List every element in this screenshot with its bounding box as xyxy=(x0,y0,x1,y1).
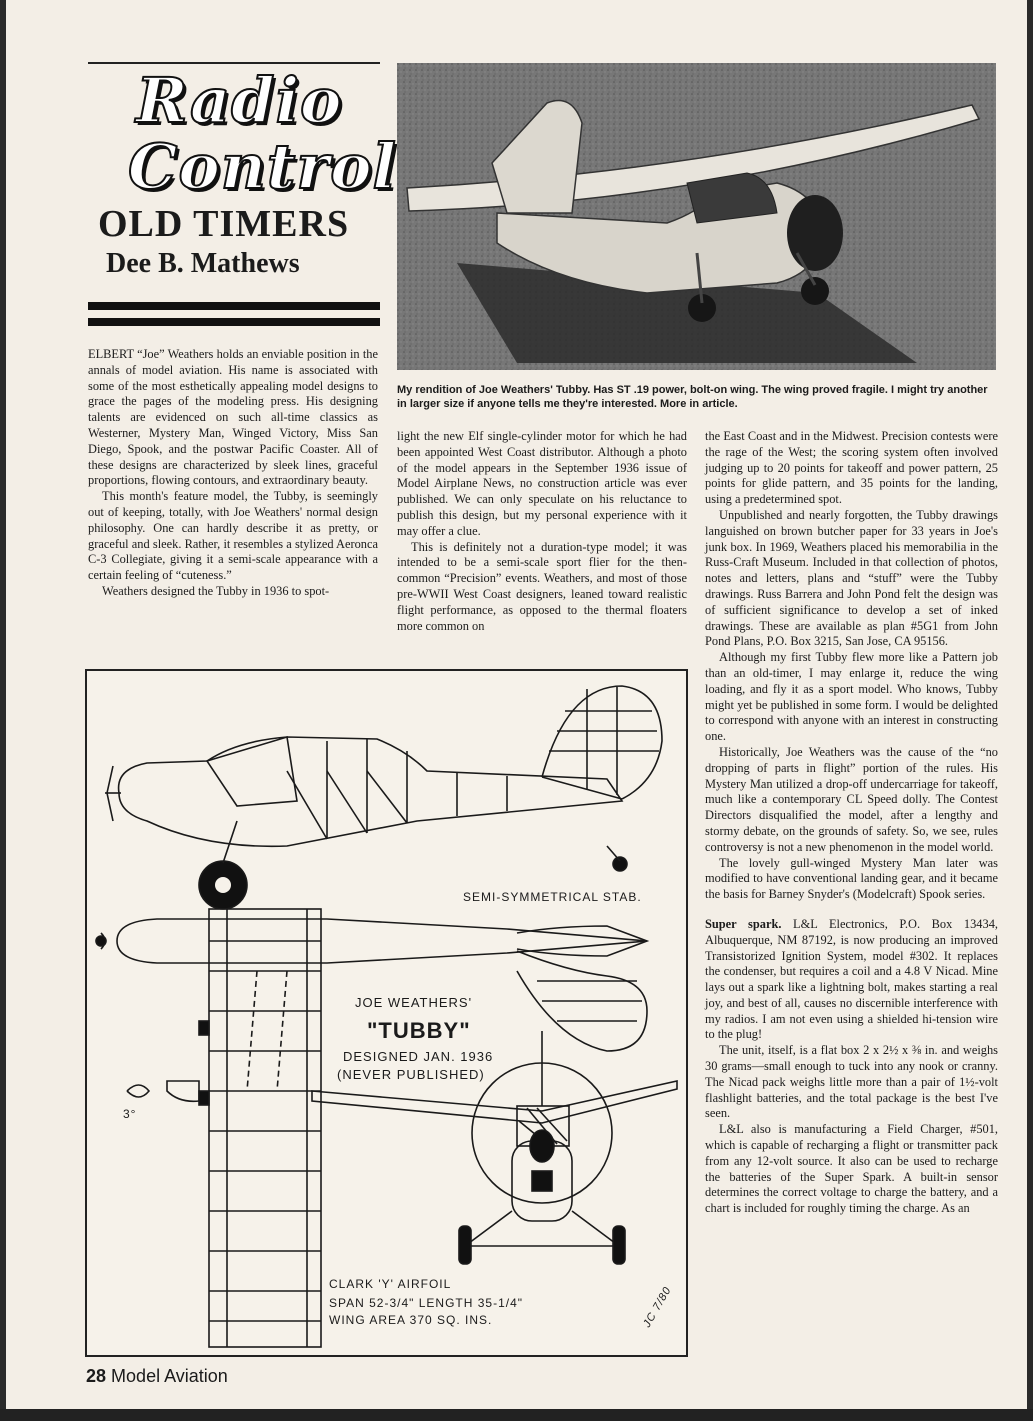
right-page-edge xyxy=(1027,0,1033,1421)
paragraph: The unit, itself, is a flat box 2 x 2½ x ⅜ in. and weighs 30 grams—small enough to tuck into any nook or cranny. The Nicad pack weighs little more than a pair of 1½-volt flashlight batteries, and the total package is the best I've seen. xyxy=(705,1043,998,1121)
incidence-angle-label: 3° xyxy=(123,1107,137,1121)
spec-wing-area: WING AREA 370 SQ. INS. xyxy=(329,1313,493,1327)
section-title: OLD TIMERS xyxy=(98,203,350,245)
stab-label: SEMI-SYMMETRICAL STAB. xyxy=(463,890,642,904)
author-name: Dee B. Mathews xyxy=(106,248,300,279)
left-page-edge xyxy=(0,0,6,1421)
article-column-3 xyxy=(705,429,998,1217)
paragraph: Unpublished and nearly forgotten, the Tubby drawings languished on brown butcher paper for 33 years in Joe's junk box. In 1969, Weathers placed his memorabilia in the Russ-Craft Museum. Included in that collection of photos, notes and letters, plans and “stuff” were the Tubby drawings. Russ Barrera and John Pond felt the design was of sufficient significance to develop a set of inked drawings. These are available as plan #5G1 from John Pond Plans, P.O. Box 3215, San Jose, CA 95156. xyxy=(705,507,998,649)
spec-airfoil: CLARK 'Y' AIRFOIL xyxy=(329,1277,452,1291)
article-column-2 xyxy=(397,429,687,634)
paragraph: the East Coast and in the Midwest. Precision contests were the rage of the West; the scoring system often involved judging up to 20 points for takeoff and power pattern, 25 points for glide pattern, and 35 points for the landing, using a predetermined spot. xyxy=(705,429,998,507)
paragraph: ELBERT “Joe” Weathers holds an enviable position in the annals of model aviation. His name is associated with some of the most esthetically appealing model designs to grace the pages of the modeling press. His designing talents are evidenced on such all-time classics as Westerner, Mystery Man, Winged Victory, Miss San Diego, Spook, and the postwar Pacific Coaster. All of these designs are characterized by sleek lines, graceful proportions, flowing contours, and extraordinary beauty. xyxy=(88,347,378,488)
bottom-page-edge xyxy=(0,1409,1033,1421)
drawing-title-2: "TUBBY" xyxy=(367,1018,471,1043)
paragraph: This is definitely not a duration-type model; it was intended to be a semi-scale sport flier for the then-common “Precision” events. Weathers, and most of those pre-WWII West Coast designers, leaned toward realistic flight performance, as opposed to the thermal floaters more common on xyxy=(397,539,687,633)
page-footer xyxy=(86,1366,228,1387)
superspark-paragraph xyxy=(705,917,998,1043)
magazine-name: Model Aviation xyxy=(111,1366,228,1386)
spec-span-length: SPAN 52-3/4" LENGTH 35-1/4" xyxy=(329,1296,524,1310)
article-header xyxy=(88,62,397,332)
header-rule-1 xyxy=(88,302,380,310)
paragraph: Although my first Tubby flew more like a Pattern job than an old-timer, I may enlarge it, reduce the wing loading, and fly it as a sport model. Who knows, Tubby might yet be published in some form. I would be delighted to correspond with anyone with an interest in constructing one. xyxy=(705,650,998,744)
drawing-title-1: JOE WEATHERS' xyxy=(355,995,473,1010)
title-radio: Radio xyxy=(136,64,343,137)
paragraph: light the new Elf single-cylinder motor for which he had been appointed West Coast distributor. Although a photo of the model appears in the September 1936 issue of Model Airplane News, no construction article was ever published. We can only speculate on his reluctance to publish this design, but my personal experience with it may offer a clue. xyxy=(397,429,687,538)
paragraph: This month's feature model, the Tubby, is seemingly out of keeping, totally, with Joe Weathers' normal design philosophy. One can hardly describe it as pretty, or graceful and sleek. Rather, it resembles a stylized Aeronca C-3 Collegiate, giving it a semi-scale appearance with a certain feeling of “cuteness.” xyxy=(88,489,378,583)
drawing-title-4: (NEVER PUBLISHED) xyxy=(337,1067,485,1082)
side-view-fuselage xyxy=(105,686,662,909)
superspark-lead: Super spark. xyxy=(705,916,782,931)
photo-caption: My rendition of Joe Weathers' Tubby. Has ST .19 power, bolt-on wing. The wing proved fragile. I might try another in larger size if anyone tells me they're interested. More in article. xyxy=(397,384,988,410)
title-control: Control xyxy=(128,130,397,203)
paragraph: Historically, Joe Weathers was the cause of the “no dropping of parts in flight” portion of the rules. His Mystery Man utilized a drop-off undercarriage for takeoff, much like a contemporary CL Speed dolly. The Contest Directors disqualified the model, after a lengthy and stormy debate, on the grounds of safety. So, we see, rules controversy is not a new phenomenon in the model world. xyxy=(705,744,998,854)
airplane-photo xyxy=(397,63,996,370)
header-rule-2 xyxy=(88,318,380,326)
page-number: 28 xyxy=(86,1366,107,1386)
paragraph: Weathers designed the Tubby in 1936 to spot- xyxy=(102,583,330,598)
drawing-title-3: DESIGNED JAN. 1936 xyxy=(343,1049,494,1064)
paragraph: The lovely gull-winged Mystery Man later was modified to have conventional landing gear, and it became the basis for Barney Snyder's (Modelcraft) Spook series. xyxy=(705,855,998,902)
front-view xyxy=(312,1031,677,1264)
drafter-signature: JC 7/80 xyxy=(641,1284,674,1330)
article-column-1 xyxy=(88,347,378,600)
wing-planform xyxy=(127,909,321,1347)
paragraph: L&L also is manufacturing a Field Charger, #501, which is capable of recharging a flight or transmitter pack from any 12-volt source. It also can be used to recharge the batteries of the Super Spark. A built-in sensor determines the correct voltage to charge the battery, and a chart is included for roughly timing the charge. As an xyxy=(705,1122,998,1216)
three-view-drawing xyxy=(85,669,688,1357)
superspark-text: L&L Electronics, P.O. Box 13434, Albuquerque, NM 87192, is now producing an improved Transistorized Ignition System, model #302. It replaces the condenser, but requires a coil and a 4.8 V Nicad. Mine lays out a spark like a lightning bolt, makes starting a real joy, and best of all, causes no discernible interference with my radios. I am not even using a shielded hi-tension wire to the plug! xyxy=(705,916,998,1042)
